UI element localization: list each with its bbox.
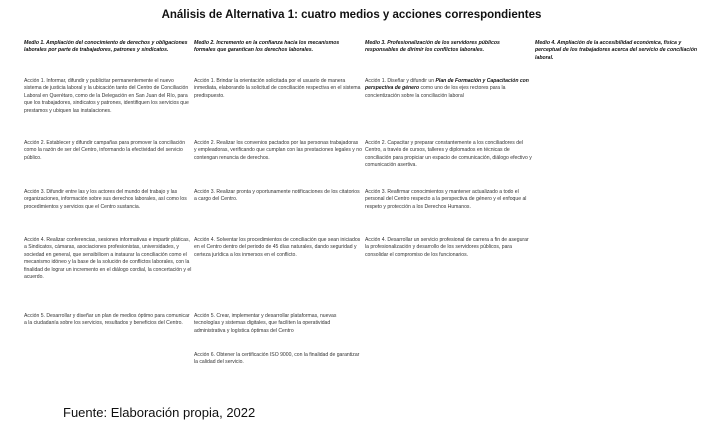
accion-item: Acción 2. Capacitar y preparar constantemente a los conciliadores del Centro, a través de cursos, talleres y diplomados en técnicas de conciliación para propiciar un espacio de comunicación, diálogo efectivo y comunicación asertiva.	[365, 140, 532, 169]
accion-text: como uno de los ejes rectores para la concientización sobre la conciliación laboral	[365, 85, 506, 99]
accion-item: Acción 4. Realizar conferencias, sesiones informativas e impartir pláticas, a Sindicatos, cámaras, asociaciones profesionistas, universidades, y sociedad en general, que sensibilicen a instaurar la conciliación como el mecanismo idóneo y la base de la solución de conflictos laborales, con la finalidad de lograr un incremento en el diálogo cordial, la concertación y el acuerdo.	[24, 237, 192, 281]
medio-heading: Medio 4. Ampliación de la accesibilidad económica, física y perceptual de los trabajadores acerca del servicio de conciliación laboral.	[535, 40, 698, 61]
accion-item: Acción 2. Establecer y difundir campañas para promover la conciliación como la razón de ser del Centro, informando la efectividad del servicio público.	[24, 140, 186, 161]
accion-item: Acción 2. Realizar los convenios pactados por las personas trabajadoras y empleadoras, verificando que cumplan con las prestaciones legales y no contengan renuncia de derechos.	[194, 140, 362, 161]
accion-item: Acción 4. Desarrollar un servicio profesional de carrera a fin de asegurar la profesionalización y desarrollo de los servidores públicos, para consolidar el compromiso de los funcionarios.	[365, 237, 529, 258]
accion-text: Acción 1. Diseñar y difundir un	[365, 78, 436, 84]
accion-item	[365, 78, 533, 100]
column-medio-2	[194, 40, 362, 366]
column-medio-3	[365, 40, 533, 258]
accion-item: Acción 4. Solventar los procedimientos de conciliación que sean iniciados en el Centro dentro del periodo de 45 días naturales, dando seguridad y certeza jurídica a los inmersos en el conflicto.	[194, 237, 361, 258]
accion-emphasis: Plan de Formación y Capacitación con perspectiva de género	[365, 78, 529, 92]
medio-heading: Medio 3. Profesionalización de los servidores públicos responsables de dirimir los conflictos laborales.	[365, 40, 500, 54]
column-medio-4	[535, 40, 703, 76]
accion-item: Acción 6. Obtener la certificación ISO 9000, con la finalidad de garantizar la calidad del servicio.	[194, 352, 360, 366]
accion-item: Acción 5. Desarrollar y diseñar un plan de medios óptimo para comunicar a la ciudadanía sobre los servicios, resultados y beneficios del Centro.	[24, 313, 190, 327]
medio-heading: Medio 2. Incremento en la confianza hacia los mecanismos formales que garantican los derechos laborales.	[194, 40, 340, 54]
accion-item: Acción 3. Difundir entre las y los actores del mundo del trabajo y las organizaciones, información sobre sus derechos laborales, así como los procedimientos y servicios que el Centro sustancia.	[24, 189, 187, 210]
accion-item: Acción 1. Informar, difundir y publicitar permanentemente el nuevo sistema de justicia laboral y la ubicación tanto del Centro de Conciliación Laboral en Querétaro, como de la Delegación en San Juan del Río, para que los trabajadores, sindicatos y patrones, identifiquen los servicios que prestamos y ubiquen las instalaciones.	[24, 78, 189, 114]
medio-heading: Medio 1. Ampliación del conocimiento de derechos y obligaciones laborales por parte de trabajadores, patrones y sindicatos.	[24, 40, 188, 54]
page-title: Análisis de Alternativa 1: cuatro medios y acciones correspondientes	[161, 9, 542, 21]
source-footer: Fuente: Elaboración propia, 2022	[63, 405, 256, 420]
column-medio-1	[24, 40, 192, 327]
accion-item: Acción 1. Brindar la orientación solicitada por el usuario de manera inmediata, elaborando la solicitud de conciliación respectiva en el sistema predispuesto.	[194, 78, 361, 99]
accion-item: Acción 3. Realizar pronta y oportunamente notificaciones de los citatorios a cargo del Centro.	[194, 189, 360, 203]
accion-item: Acción 5. Crear, implementar y desarrollar plataformas, nuevas tecnologías y sistemas digitales, que faciliten la operatividad administrativa y logística óptimas del Centro	[194, 313, 337, 334]
accion-item: Acción 3. Reafirmar conocimientos y mantener actualizado a todo el personal del Centro respecto a la perspectiva de género y el enfoque al respeto y protección a los Derechos Humanos.	[365, 189, 527, 210]
